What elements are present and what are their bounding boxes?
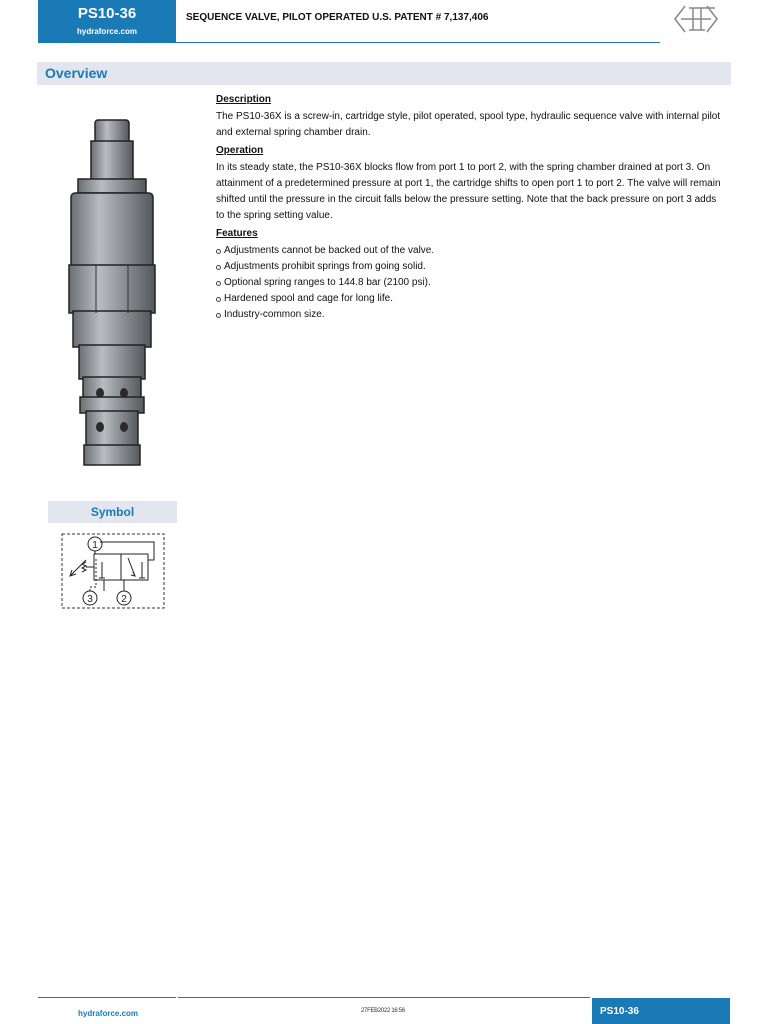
- header-model-box: [38, 0, 176, 43]
- features-heading: Features: [216, 228, 258, 239]
- hydraulic-symbol-diagram: [60, 532, 166, 610]
- bullet-icon: [216, 265, 221, 270]
- symbol-section-bar: [48, 501, 177, 523]
- operation-text: In its steady state, the PS10-36X blocks flow from port 1 to port 2, with the spring chamber drained at port 3. On attainment of a predetermined pressure at port 1, the cartridge shifts to open port 1 to port 2. The valve will remain shifted until the pressure in the circuit falls below the pressure setting. Note that the back pressure on port 3 adds to the spring setting value.: [216, 162, 721, 221]
- port-label-1: 1: [92, 540, 98, 551]
- port-label-3: 3: [87, 594, 93, 605]
- cartridge-valve-image: [62, 115, 162, 475]
- feature-item: [216, 275, 726, 291]
- feature-item: [216, 243, 726, 259]
- footer-model: PS10-36: [600, 1006, 639, 1017]
- feature-text: Hardened spool and cage for long life.: [224, 293, 394, 304]
- description-text: The PS10-36X is a screw-in, cartridge style, pilot operated, spool type, hydraulic sequence valve with internal pilot and external spring chamber drain.: [216, 111, 721, 138]
- bullet-icon: [216, 281, 221, 286]
- document-title: SEQUENCE VALVE, PILOT OPERATED U.S. PATENT # 7,137,406: [186, 12, 489, 23]
- footer-model-box: [592, 998, 730, 1024]
- features-list: [216, 243, 726, 323]
- operation-heading: Operation: [216, 145, 264, 156]
- feature-text: Adjustments prohibit springs from going solid.: [224, 261, 426, 272]
- footer-timestamp: 27FEB2022 16:56: [361, 1008, 405, 1014]
- header-model: PS10-36: [77, 5, 137, 22]
- feature-item: [216, 259, 726, 275]
- feature-item: [216, 291, 726, 307]
- overview-text: [216, 92, 726, 323]
- hydraforce-logo-icon: [671, 2, 721, 36]
- header-website[interactable]: hydraforce.com: [76, 27, 138, 36]
- overview-section-bar: [37, 62, 731, 85]
- bullet-icon: [216, 297, 221, 302]
- feature-text: Optional spring ranges to 144.8 bar (2100 psi).: [224, 277, 431, 288]
- footer-divider-left: [38, 997, 176, 998]
- footer-divider: [178, 997, 590, 998]
- symbol-title: Symbol: [90, 505, 135, 519]
- footer-website[interactable]: hydraforce.com: [78, 1009, 139, 1018]
- header-divider: [176, 42, 660, 43]
- port-label-2: 2: [121, 594, 127, 605]
- bullet-icon: [216, 249, 221, 254]
- feature-item: [216, 307, 726, 323]
- description-heading: Description: [216, 94, 272, 105]
- feature-text: Adjustments cannot be backed out of the valve.: [224, 245, 435, 256]
- overview-title: Overview: [45, 65, 108, 81]
- bullet-icon: [216, 313, 221, 318]
- feature-text: Industry-common size.: [224, 309, 325, 320]
